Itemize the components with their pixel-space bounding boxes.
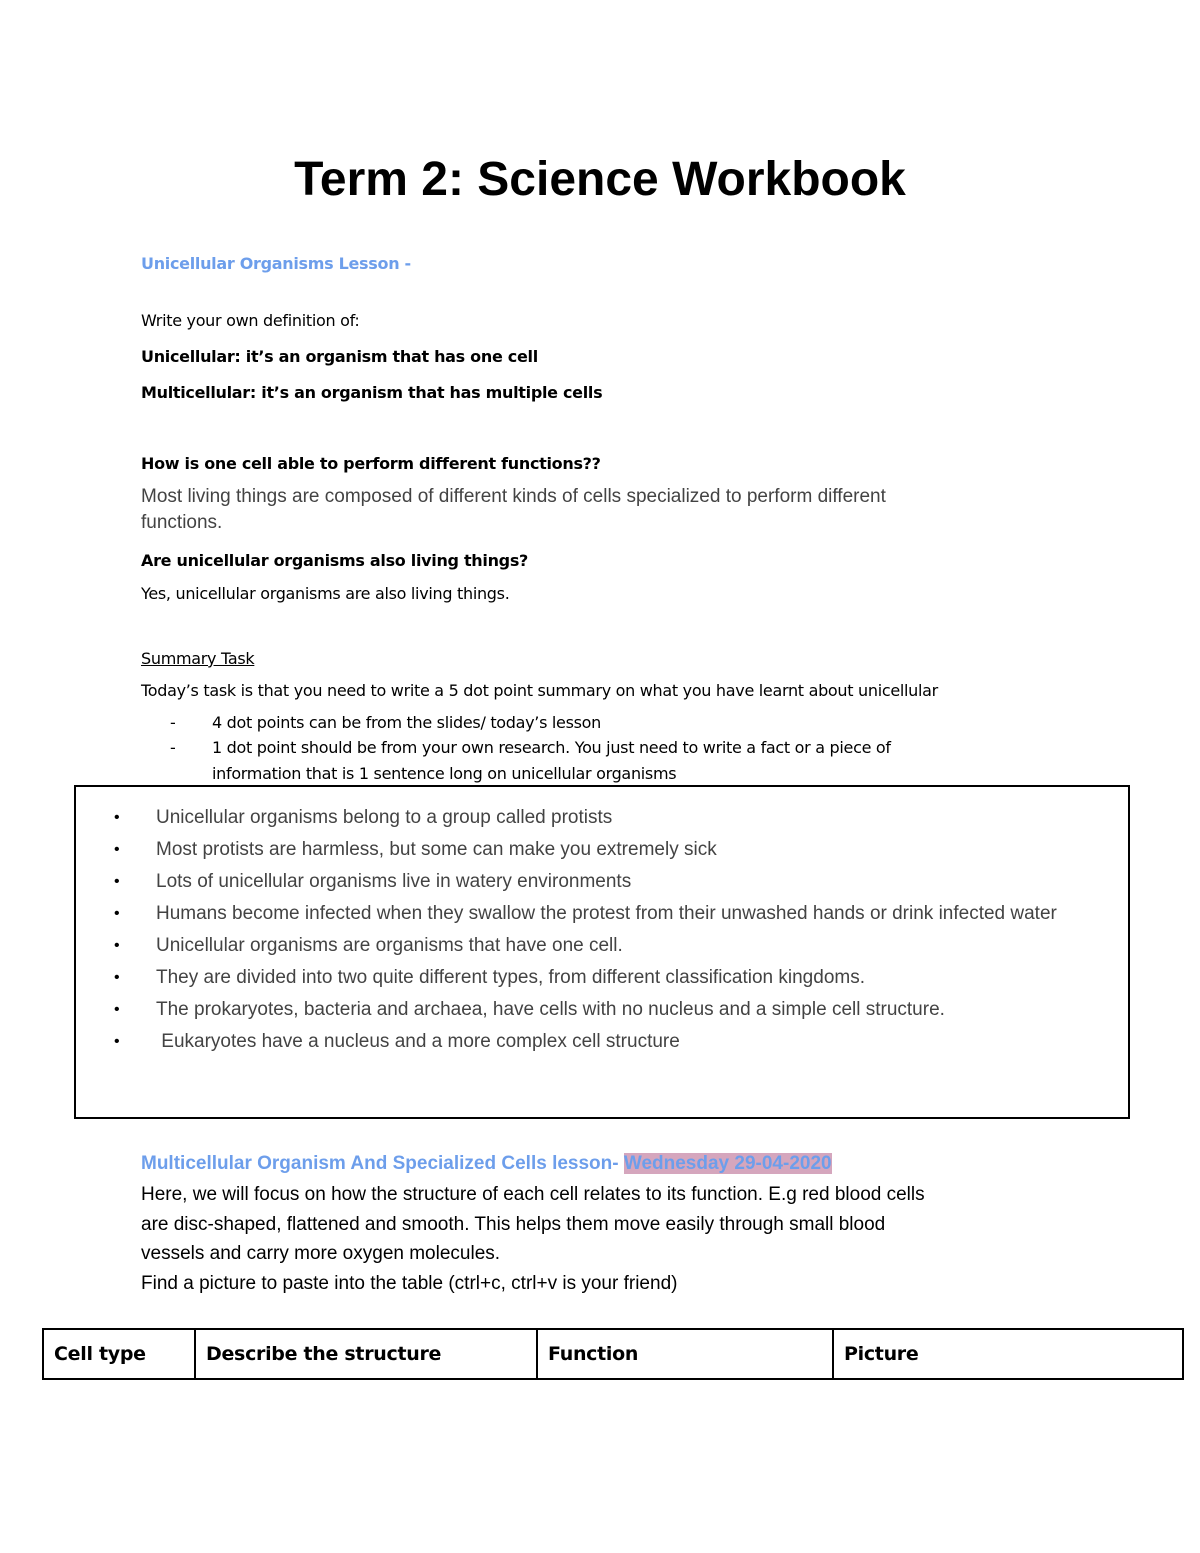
definition-multicellular: Multicellular: it’s an organism that has multiple cells [141,383,603,402]
list-item [76,805,1132,830]
bullet-text: Lots of unicellular organisms live in watery environments [156,871,632,892]
cell-types-table [42,1328,1184,1380]
bullet-icon: • [114,905,120,922]
bullet-icon: • [114,809,120,826]
bullet-text: Unicellular organisms belong to a group called protists [156,807,613,828]
list-item [76,837,1132,862]
unicellular-lesson-heading: Unicellular Organisms Lesson - [141,254,411,273]
bullet-text: The prokaryotes, bacteria and archaea, have cells with no nucleus and a simple cell structure. [156,999,945,1020]
column-header-picture: Picture [833,1329,1183,1379]
definition-prompt: Write your own definition of: [141,311,360,330]
list-item [76,965,1132,990]
bullet-text: Most protists are harmless, but some can make you extremely sick [156,839,717,860]
bullet-icon: • [114,1001,120,1018]
list-item [76,1029,1132,1054]
page-title: Term 2: Science Workbook [294,153,906,206]
list-item [76,933,1132,958]
question-living-things: Are unicellular organisms also living things? [141,551,529,570]
bullet-icon: • [114,841,120,858]
summary-bullet-list [76,805,1132,1061]
answer-functions-line1: Most living things are composed of different kinds of cells specialized to perform different [141,486,886,507]
dash-marker: - [170,738,176,757]
multicellular-lesson-heading [141,1153,832,1175]
lesson-date-highlight: Wednesday 29-04-2020 [623,1153,832,1174]
summary-task-instruction: Today’s task is that you need to write a 5 dot point summary on what you have learnt about unicellular [141,681,938,700]
summary-point-1: 4 dot points can be from the slides/ today’s lesson [212,713,602,732]
answer-functions-line2: functions. [141,512,223,533]
lesson-paragraph-line4: Find a picture to paste into the table (ctrl+c, ctrl+v is your friend) [141,1273,678,1294]
bullet-icon: • [114,937,120,954]
list-item [76,869,1132,894]
bullet-text: Eukaryotes have a nucleus and a more complex cell structure [156,1031,680,1052]
lesson-paragraph-line2: are disc-shaped, flattened and smooth. This helps them move easily through small blood [141,1214,886,1235]
bullet-text: They are divided into two quite different types, from different classification kingdoms. [156,967,865,988]
bullet-icon: • [114,969,120,986]
summary-task-heading: Summary Task [141,649,255,668]
column-header-structure: Describe the structure [195,1329,537,1379]
bullet-text: Humans become infected when they swallow the protest from their unwashed hands or drink infected water [156,903,1057,924]
summary-answer-box [74,785,1130,1119]
summary-point-2-line2: information that is 1 sentence long on unicellular organisms [212,764,677,783]
table-header-row [43,1329,1183,1379]
column-header-function: Function [537,1329,833,1379]
summary-point-2-line1: 1 dot point should be from your own research. You just need to write a fact or a piece of [212,738,891,757]
list-item [76,997,1132,1022]
question-functions: How is one cell able to perform different functions?? [141,454,601,473]
list-item [76,901,1132,926]
bullet-text: Unicellular organisms are organisms that have one cell. [156,935,623,956]
answer-living-things: Yes, unicellular organisms are also living things. [141,584,510,603]
column-header-cell-type: Cell type [43,1329,195,1379]
bullet-icon: • [114,1033,120,1050]
bullet-icon: • [114,873,120,890]
lesson-paragraph-line1: Here, we will focus on how the structure of each cell relates to its function. E.g red blood cells [141,1184,925,1205]
definition-unicellular: Unicellular: it’s an organism that has one cell [141,347,538,366]
dash-marker: - [170,713,176,732]
multicellular-lesson-title: Multicellular Organism And Specialized Cells lesson- [141,1153,619,1174]
lesson-paragraph-line3: vessels and carry more oxygen molecules. [141,1243,501,1264]
